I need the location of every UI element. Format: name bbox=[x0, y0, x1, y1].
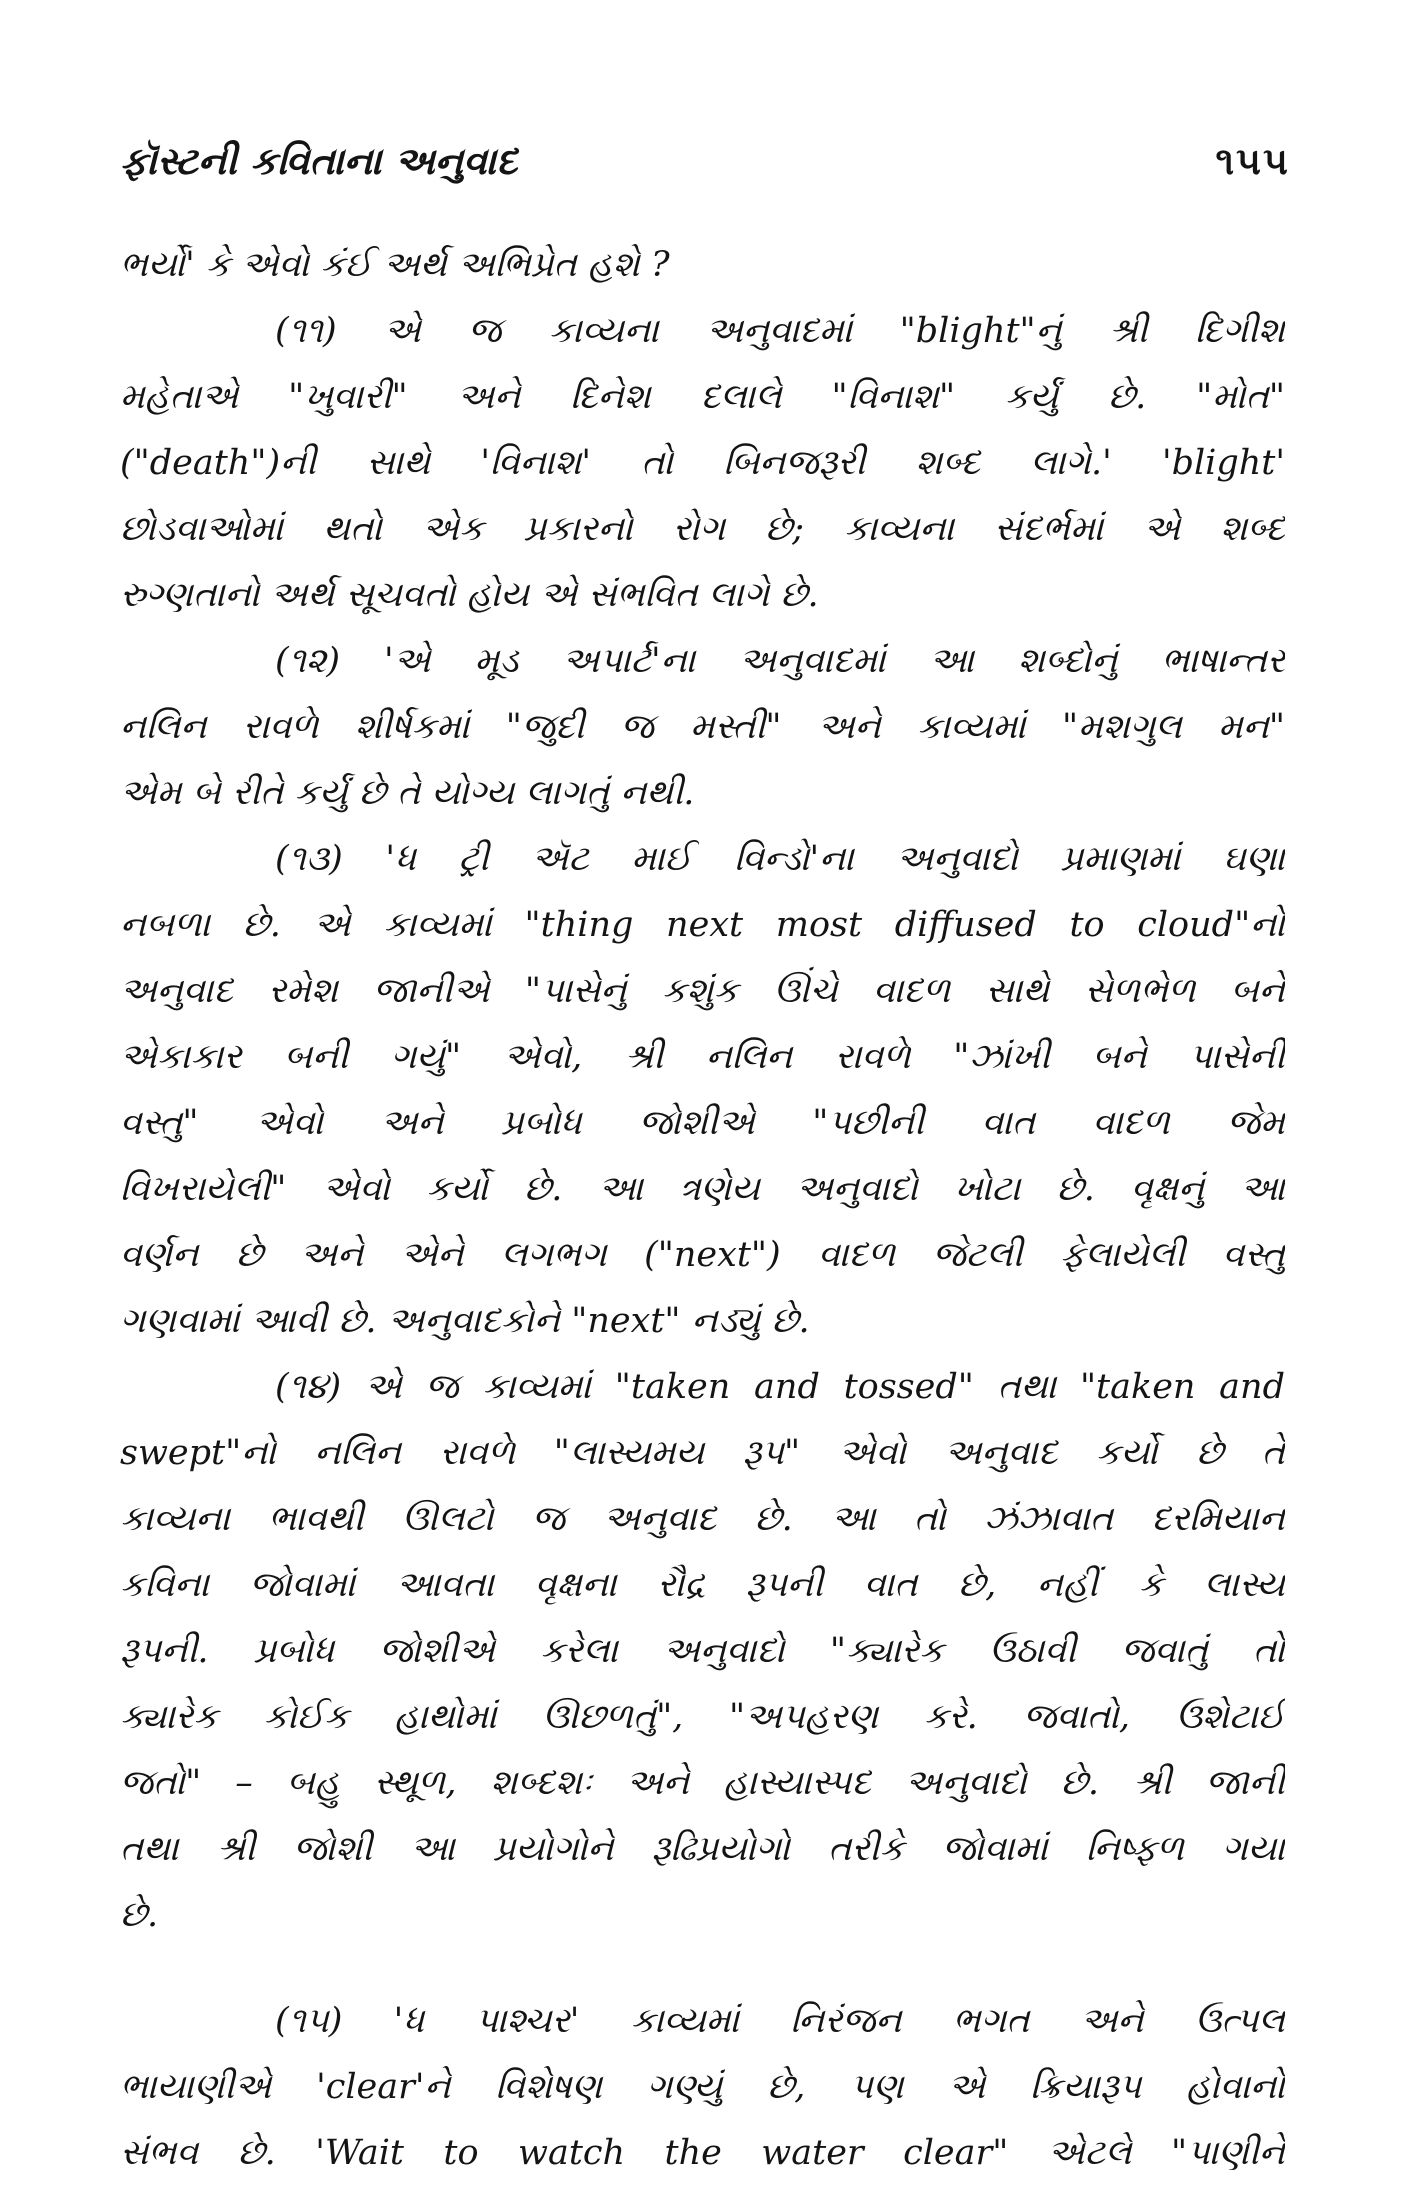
text-line: જતો" – બહુ સ્થૂળ, શબ્દશઃ અને હાસ્યાસ્પદ અનુવાદો છે. શ્રી જાની bbox=[120, 1763, 1285, 1803]
text-line: (૧૪) એ જ કાવ્યમાં "taken and tossed" તથા "taken and bbox=[275, 1367, 1285, 1407]
text-line: (૧૩) 'ધ ટ્રી ઍટ માઈ વિન્ડો'ના અનુવાદો પ્રમાણમાં ઘણા bbox=[275, 839, 1285, 879]
text-line: એકાકાર બની ગયું" એવો, શ્રી નલિન રાવળે "ઝાંખી બને પાસેની bbox=[120, 1037, 1285, 1077]
paragraph-14 bbox=[120, 1354, 1285, 1948]
text-line: કાવ્યના ભાવથી ઊલટો જ અનુવાદ છે. આ તો ઝંઝાવાત દરમિયાન bbox=[120, 1499, 1285, 1539]
text-line: (૧૨) 'એ મૂડ અપાર્ટ'ના અનુવાદમાં આ શબ્દોનું ભાષાન્તર bbox=[275, 641, 1285, 681]
paragraph-continuation bbox=[120, 232, 1285, 298]
text-line: નબળા છે. એ કાવ્યમાં "thing next most diffused to cloud"નો bbox=[120, 905, 1285, 945]
body-text bbox=[120, 232, 1285, 2186]
text-line: (૧૫) 'ધ પાશ્ચર' કાવ્યમાં નિરંજન ભગત અને ઉત્પલ bbox=[275, 2001, 1285, 2041]
text-line: કવિના જોવામાં આવતા વૃક્ષના રૌદ્ર રૂપની વાત છે, નહીં કે લાસ્ય bbox=[120, 1565, 1285, 1605]
running-title: ફૉસ્ટની કવિતાના અનુવાદ bbox=[120, 138, 518, 183]
text-line: નલિન રાવળે શીર્ષકમાં "જુદી જ મસ્તી" અને કાવ્યમાં "મશગુલ મન" bbox=[120, 707, 1285, 747]
text-line: વિખરાયેલી" એવો કર્યો છે. આ ત્રણેય અનુવાદો ખોટા છે. વૃક્ષનું આ bbox=[120, 1169, 1285, 1209]
text-line: છોડવાઓમાં થતો એક પ્રકારનો રોગ છે; કાવ્યના સંદર્ભમાં એ શબ્દ bbox=[120, 509, 1285, 549]
text-line: વસ્તુ" એવો અને પ્રબોધ જોશીએ "પછીની વાત વાદળ જેમ bbox=[120, 1103, 1285, 1143]
text-line: વર્ણન છે અને એને લગભગ ("next") વાદળ જેટલી ફેલાયેલી વસ્તુ bbox=[120, 1235, 1285, 1275]
text-line: મહેતાએ "ખુવારી" અને દિનેશ દલાલે "વિનાશ" કર્યું છે. "મોત" bbox=[120, 377, 1285, 417]
paragraph-11 bbox=[120, 298, 1285, 628]
text-line: ભાયાણીએ 'clear'ને વિશેષણ ગણ્યું છે, પણ એ ક્રિયારૂપ હોવાનો bbox=[120, 2067, 1285, 2107]
paragraph-gap bbox=[120, 1948, 1285, 1988]
page-number: ૧૫૫ bbox=[1215, 138, 1290, 183]
paragraph-15 bbox=[120, 1988, 1285, 2186]
text-line: ("death")ની સાથે 'વિનાશ' તો બિનજરૂરી શબ્દ લાગે.' 'blight' bbox=[120, 443, 1285, 483]
text-line: સંભવ છે. 'Wait to watch the water clear" એટલે "પાણીને bbox=[120, 2133, 1285, 2173]
text-line: રુગ્ણતાનો અર્થ સૂચવતો હોય એ સંભવિત લાગે છે. bbox=[120, 575, 819, 615]
paragraph-12 bbox=[120, 628, 1285, 826]
text-line: ભર્યો' કે એવો કંઈ અર્થ અભિપ્રેત હશે ? bbox=[120, 245, 670, 285]
text-line: એમ બે રીતે કર્યું છે તે યોગ્ય લાગતું નથી. bbox=[120, 773, 695, 813]
text-line: swept"નો નલિન રાવળે "લાસ્યમય રૂપ" એવો અનુવાદ કર્યો છે તે bbox=[120, 1433, 1285, 1473]
text-line: ગણવામાં આવી છે. અનુવાદકોને "next" નડ્યું છે. bbox=[120, 1301, 810, 1341]
text-line: ક્યારેક કોઈક હાથોમાં ઊછળતું", "અપહરણ કરે. જવાતો, ઉશેટાઈ bbox=[120, 1697, 1285, 1737]
running-head bbox=[120, 138, 1290, 184]
text-line: (૧૧) એ જ કાવ્યના અનુવાદમાં "blight"નું શ્રી દિગીશ bbox=[275, 311, 1285, 351]
paragraph-13 bbox=[120, 826, 1285, 1354]
text-line: છે. bbox=[120, 1895, 159, 1935]
text-line: રૂપની. પ્રબોધ જોશીએ કરેલા અનુવાદો "ક્યારેક ઉઠાવી જવાતું તો bbox=[120, 1631, 1285, 1671]
text-line: તથા શ્રી જોશી આ પ્રયોગોને રૂઢિપ્રયોગો તરીકે જોવામાં નિષ્ફળ ગયા bbox=[120, 1829, 1285, 1869]
text-line: અનુવાદ રમેશ જાનીએ "પાસેનું કશુંક ઊંચે વાદળ સાથે સેળભેળ બને bbox=[120, 971, 1285, 1011]
